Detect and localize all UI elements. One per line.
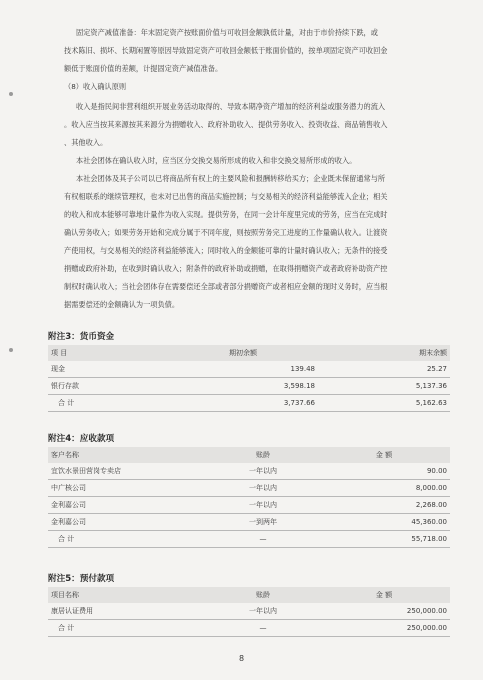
table-cell: 合 计 [48,620,208,637]
table-cell: 139.48 [168,361,318,378]
table-cell: 中广核公司 [48,480,208,497]
text-line: 捐赠或政府补助，在收到时确认收入；附条件的政府补助或捐赠，在取得捐赠资产或者政府补助资产控 [64,264,388,273]
text-line: 的收入和成本能够可靠地计量作为收入实现。提供劳务，在同一会计年度里完成的劳务，应当在完成时 [64,210,388,219]
text-line: 固定资产减值准备：年末固定资产按账面价值与可收回金额孰低计量，对由于市价持续下跌，或 [76,28,378,37]
table-header-row [48,587,450,603]
table-cell: 康居认证费用 [48,603,208,620]
table-total-row [48,395,450,412]
note3-title: 附注3：货币资金 [48,332,115,342]
table-row [48,463,450,480]
table-cell: 金利嘉公司 [48,514,208,531]
text-line: 确认劳务收入；如果劳务开始和完成分属于不同年度，则按照劳务完工进度的工作量确认收入。让渡资 [64,228,388,237]
table-row [48,378,450,395]
table-cell: 合 计 [48,531,208,548]
table-row [48,497,450,514]
prepayments-table [48,587,450,637]
table-cell: 合 计 [48,395,168,412]
table-cell: 90.00 [318,463,450,480]
text-line: 产使用权，与交易相关的经济利益能够流入；同时收入的金额能可靠的计量时确认收入；无条件的接受 [64,246,388,255]
column-header: 金 额 [318,587,450,603]
column-header: 客户名称 [48,447,208,463]
column-header: 项目名称 [48,587,208,603]
table-cell: 5,162.63 [318,395,450,412]
table-cell: 5,137.36 [318,378,450,395]
revenue-paragraph [64,98,438,152]
table-header-row [48,447,450,463]
table-cell: 25.27 [318,361,450,378]
table-cell: 一年以内 [208,463,318,480]
table-cell: 3,737.66 [168,395,318,412]
receivables-table [48,447,450,548]
note5-title: 附注5：预付款项 [48,574,115,584]
binding-hole [9,348,13,352]
column-header: 账龄 [208,587,318,603]
text-line: 本社会团体及其子公司以已将商品所有权上的主要风险和报酬转移给买方；企业既未保留通常与所 [76,174,386,183]
revenue-detail-paragraph [64,170,438,314]
table-row [48,480,450,497]
text-line: 据需要偿还的金额确认为一项负债。 [64,300,180,309]
table-cell: — [208,531,318,548]
table-cell: 银行存款 [48,378,168,395]
column-header: 账龄 [208,447,318,463]
column-header: 期末余额 [318,345,450,361]
column-header: 金 额 [318,447,450,463]
revenue-heading: （8）收入确认原则 [64,82,127,91]
table-total-row [48,620,450,637]
table-row [48,603,450,620]
table-row [48,361,450,378]
cash-table [48,345,450,412]
table-header-row [48,345,450,361]
table-cell: 250,000.00 [318,620,450,637]
column-header: 项 目 [48,345,168,361]
impairment-paragraph [64,24,438,78]
table-cell: 现金 [48,361,168,378]
table-cell: 55,718.00 [318,531,450,548]
table-total-row [48,531,450,548]
table-cell: 金利嘉公司 [48,497,208,514]
table-row [48,514,450,531]
table-cell: 一到两年 [208,514,318,531]
text-line: 有权相联系的继续管理权，也未对已出售的商品实施控制；与交易相关的经济利益能够流入企业；相关 [64,192,388,201]
text-line: 、其他收入。 [64,138,108,147]
table-cell: — [208,620,318,637]
table-cell: 8,000.00 [318,480,450,497]
text-line: 制权时确认收入；当社会团体存在需要偿还全部或者部分捐赠资产或者相应金额的现时义务时，应当根 [64,282,388,291]
binding-hole [9,92,13,96]
note4-title: 附注4：应收款项 [48,434,115,444]
table-cell: 一年以内 [208,480,318,497]
text-line: 技术陈旧、损坏、长期闲置等原因导致固定资产可收回金额低于账面价值的，按单项固定资产可收回金 [64,46,388,55]
table-cell: 一年以内 [208,603,318,620]
text-line: 额低于账面价值的差额，计提固定资产减值准备。 [64,64,223,73]
text-line: 收入是指民间非营利组织开展业务活动取得的、导致本期净资产增加的经济利益或服务潜力的流入 [76,102,386,111]
exchange-paragraph [64,152,438,170]
page-number: 8 [238,654,245,663]
table-cell: 2,268.00 [318,497,450,514]
text-line: 。收入应当按其来源按其来源分为捐赠收入、政府补助收入、提供劳务收入、投资收益、商品销售收入 [64,120,388,129]
table-cell: 一年以内 [208,497,318,514]
table-cell: 宜饮水景田营岗专卖店 [48,463,208,480]
table-cell: 250,000.00 [318,603,450,620]
table-cell: 3,598.18 [168,378,318,395]
table-cell: 45,360.00 [318,514,450,531]
text-line: 本社会团体在确认收入时，应当区分交换交易所形成的收入和非交换交易所形成的收入。 [76,156,357,165]
column-header: 期初余额 [168,345,318,361]
